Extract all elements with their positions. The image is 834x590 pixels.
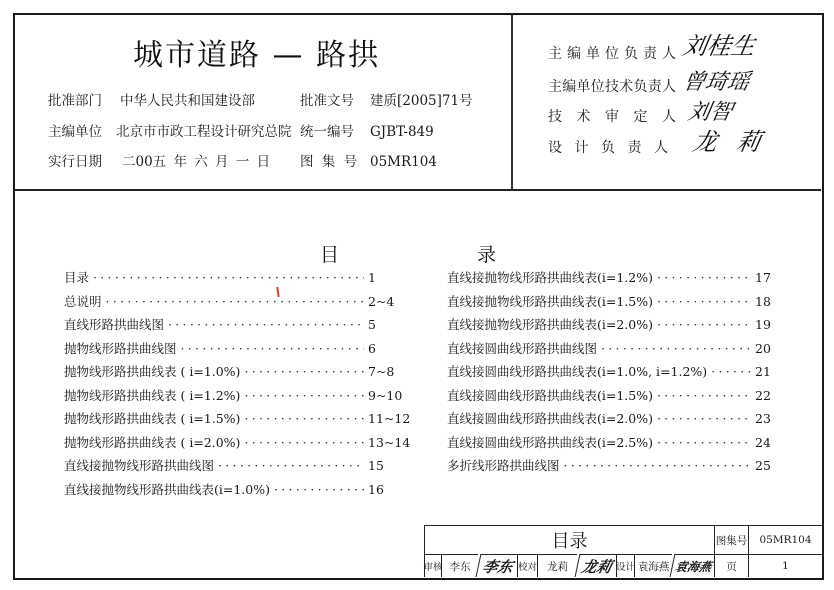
toc-item[interactable]: 抛物线形路拱曲线表 ( i=2.0%) ····· 13~14 (64, 433, 402, 453)
toc-item[interactable]: 直线接抛物线形路拱曲线表(i=1.2%) ····· 17 (447, 268, 773, 288)
toc-item[interactable]: 多折线形路拱曲线图 ····· 25 (447, 456, 773, 476)
design-signature: 袁海燕 (670, 554, 717, 577)
toc-item[interactable]: 抛物线形路拱曲线图 ····· 6 (64, 339, 402, 359)
atlas-no-value: 05MR104 (370, 154, 437, 170)
leader-dots (244, 409, 364, 429)
leader-dots (274, 480, 364, 500)
leader-dots (244, 386, 364, 406)
toc-right-column (447, 268, 773, 480)
design-name: 袁海燕 (634, 554, 672, 577)
check-name: 龙莉 (537, 554, 577, 577)
unified-no-label: 统一编号 (300, 124, 354, 140)
toc-left-column (64, 268, 411, 503)
toc-item[interactable]: 直线形路拱曲线图 ····· 5 (64, 315, 402, 335)
header-horizontal-divider (14, 189, 821, 191)
toc-item[interactable]: 抛物线形路拱曲线表 ( i=1.5%) ····· 11~12 (64, 409, 402, 429)
toc-item[interactable]: 直线接圆曲线形路拱曲线表(i=2.0%) ····· 23 (447, 409, 773, 429)
leader-dots (657, 386, 751, 406)
toc-item[interactable]: 直线接圆曲线形路拱曲线表(i=1.5%) ····· 22 (447, 386, 773, 406)
leader-dots (657, 268, 751, 288)
leader-dots (657, 409, 751, 429)
header-vertical-divider (511, 14, 513, 190)
signature-design: 龙 莉 (690, 128, 770, 156)
signature-review: 刘智 (685, 100, 735, 125)
toc-item[interactable]: 直线接圆曲线形路拱曲线图 ····· 20 (447, 339, 773, 359)
toc-item[interactable]: 直线接抛物线形路拱曲线表(i=1.0%) ····· 16 (64, 480, 402, 500)
responsible-label-chief: 主 编 单 位 负 责 人 (548, 46, 676, 62)
effective-date-label: 实行日期 (48, 154, 102, 170)
responsible-label-tech: 主 编 单 位 技 术 负 责 人 (548, 79, 676, 95)
leader-dots (181, 339, 364, 359)
toc-item[interactable]: 直线接抛物线形路拱曲线图 ····· 15 (64, 456, 402, 476)
design-label: 设计 (616, 554, 634, 577)
sheet-title: 目录 (424, 525, 714, 554)
editor-unit-label: 主编单位 (48, 124, 102, 140)
review-label: 审核 (424, 554, 441, 577)
approval-dept-label: 批准部门 (48, 93, 102, 109)
signature-chief: 刘桂生 (680, 32, 758, 60)
title-block (424, 525, 822, 577)
toc-item[interactable]: 直线接抛物线形路拱曲线表(i=2.0%) ····· 19 (447, 315, 773, 335)
leader-dots (93, 268, 364, 288)
toc-item[interactable]: 直线接圆曲线形路拱曲线表(i=1.0%, i=1.2%) ····· 21 (447, 362, 773, 382)
leader-dots (218, 456, 364, 476)
main-title: 城市道路 — 路拱 (133, 38, 381, 73)
leader-dots (168, 315, 364, 335)
toc-item[interactable]: 抛物线形路拱曲线表 ( i=1.0%) ····· 7~8 (64, 362, 402, 382)
check-label: 校对 (517, 554, 537, 577)
check-signature: 龙莉 (575, 554, 619, 577)
effective-date-value: 二00五 年 六 月 一 日 (122, 154, 271, 170)
editor-unit-value: 北京市市政工程设计研究总院 (116, 124, 292, 140)
review-name: 李东 (441, 554, 478, 577)
leader-dots (657, 433, 751, 453)
leader-dots (244, 433, 364, 453)
signature-tech: 曾琦瑶 (680, 70, 752, 95)
toc-item[interactable]: 直线接圆曲线形路拱曲线表(i=2.5%) ····· 24 (447, 433, 773, 453)
toc-item[interactable]: 直线接抛物线形路拱曲线表(i=1.5%) ····· 18 (447, 292, 773, 312)
atlas-no-label: 图 集 号 (300, 154, 358, 170)
leader-dots (657, 292, 751, 312)
leader-dots (564, 456, 751, 476)
toc-item[interactable]: 抛物线形路拱曲线表 ( i=1.2%) ····· 9~10 (64, 386, 402, 406)
toc-heading-right: 录 (477, 244, 497, 266)
leader-dots (601, 339, 751, 359)
atlas-label: 图集号 (714, 525, 748, 554)
page-label: 页 (714, 554, 748, 577)
page-value: 1 (748, 554, 822, 577)
toc-item[interactable]: 目录 ····· 1 (64, 268, 402, 288)
atlas-value: 05MR104 (748, 525, 822, 554)
approval-doc-value: 建质[2005]71号 (370, 93, 473, 109)
responsible-label-review: 技 术 审 定 人 (548, 109, 676, 125)
toc-item[interactable]: 总说明 ····· 2~4 (64, 292, 402, 312)
leader-dots (657, 315, 751, 335)
leader-dots (106, 292, 364, 312)
toc-heading-left: 目 (320, 244, 340, 266)
leader-dots (711, 362, 751, 382)
approval-doc-label: 批准文号 (300, 93, 354, 109)
responsible-label-design: 设 计 负 责 人 (548, 140, 668, 156)
approval-dept-value: 中华人民共和国建设部 (120, 93, 255, 109)
unified-no-value: GJBT-849 (370, 124, 434, 140)
review-signature: 李东 (476, 554, 520, 577)
leader-dots (244, 362, 364, 382)
